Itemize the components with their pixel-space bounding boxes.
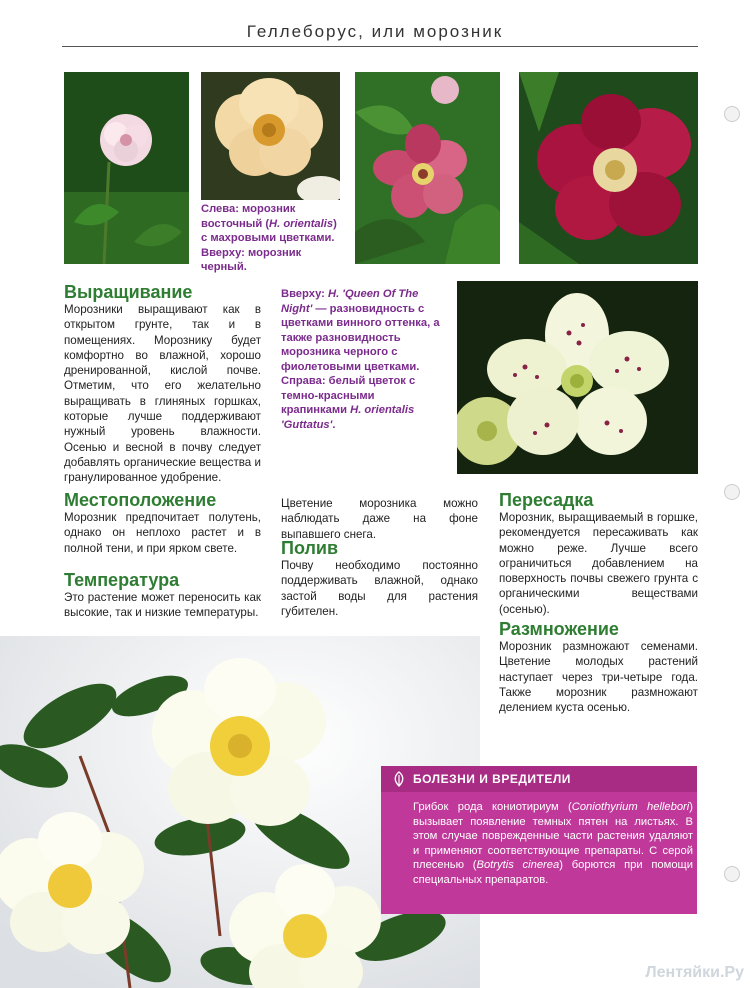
caption-left-italic: H. orientalis [269,217,334,230]
watermark: Лентяйки.Ру [645,964,744,981]
text-temperature: Это растение может переносить как высокие, так и низкие температуры. [64,591,261,620]
caption-left-photos [201,202,343,275]
caption-top-photos [281,287,441,432]
binder-hole [724,106,740,122]
photo-queen-of-night [519,72,698,264]
text-location: Морозник предпочитает полутень, однако он неплохо растет и в полной тени, и при ярком свете. [64,511,261,555]
pests-text-part: Грибок рода кониотириум ( [413,801,572,813]
caption-top-end: . [332,418,336,431]
pests-text [413,800,693,888]
pests-box [381,766,697,914]
heading-growing: Выращивание [64,282,193,302]
caption-top-mid: — разновидность с цветками винного оттенка, а также разновидность морозника черного с фиолетовыми цветками. Справа: белый цветок с темно-красными крапинками [281,302,440,416]
photo-double-hellebore [64,72,189,264]
caption-top-guttatus: H. orientalis 'Guttatus' [281,404,415,431]
pests-text-part: ) вызывает появление темных пятен на листьях. В этом случае поврежденные части растения удаляют и применяют соответствующие препараты. С серой плесенью ( [413,801,693,872]
heading-location: Местоположение [64,490,217,510]
photo-orientalis-cream [201,72,340,200]
pests-text-part: ) борются при помощи специальных препаратов. [413,859,694,886]
heading-transplant: Пересадка [499,490,594,510]
pests-latin-name: Botrytis cinerea [476,859,560,872]
heading-propagation: Размножение [499,619,619,639]
header-divider [62,46,698,47]
heading-watering: Полив [281,538,339,558]
caption-left-rest: ) с махровыми цветками. Вверху: морозник черный. [201,217,337,273]
leaf-icon [391,771,407,792]
heading-temperature: Температура [64,570,180,590]
binder-hole [724,866,740,882]
text-watering: Почву необходимо постоянно поддерживать влажной, однако застой воды для растения губителен. [281,559,478,618]
photo-guttatus [457,281,698,474]
text-propagation: Морозник размножают семенами. Цветение молодых растений наступает через три-четыре года. Также морозник размножают делением куста осенью. [499,640,698,715]
caption-top-variety: H. 'Queen Of The Night' [281,288,419,315]
text-growing: Морозники выращивают как в открытом грунте, так и в помещениях. Морознику будет комфортно во влажной, хорошо дренированной, кислой почве. Отметим, что его желательно выращивать в глиняных горшках, которые лучше поддерживают нужный уровень влажности. Осенью и весной в почву следует добавлять органические вещества и гранулированное удобрение. [64,303,261,485]
page-title: Геллеборус, или морозник [246,22,504,41]
binder-hole [724,484,740,500]
text-transplant: Морозник, выращиваемый в горшке, рекомендуется пересаживать как можно реже. Лучше всего ограничиться добавлением на поверхность почвы свежего грунта с органическими веществами (осенью). [499,511,698,616]
text-bloom-note: Цветение морозника можно наблюдать даже на фоне выпавшего снега. [281,497,478,541]
pests-title: БОЛЕЗНИ И ВРЕДИТЕЛИ [413,772,571,786]
pests-latin-name: Coniothyrium hellebori [571,801,690,813]
photo-pink-hellebore [355,72,500,264]
caption-top-prefix: Вверху: [281,288,328,300]
caption-left-text: Слева: морозник восточный ( [201,203,296,230]
